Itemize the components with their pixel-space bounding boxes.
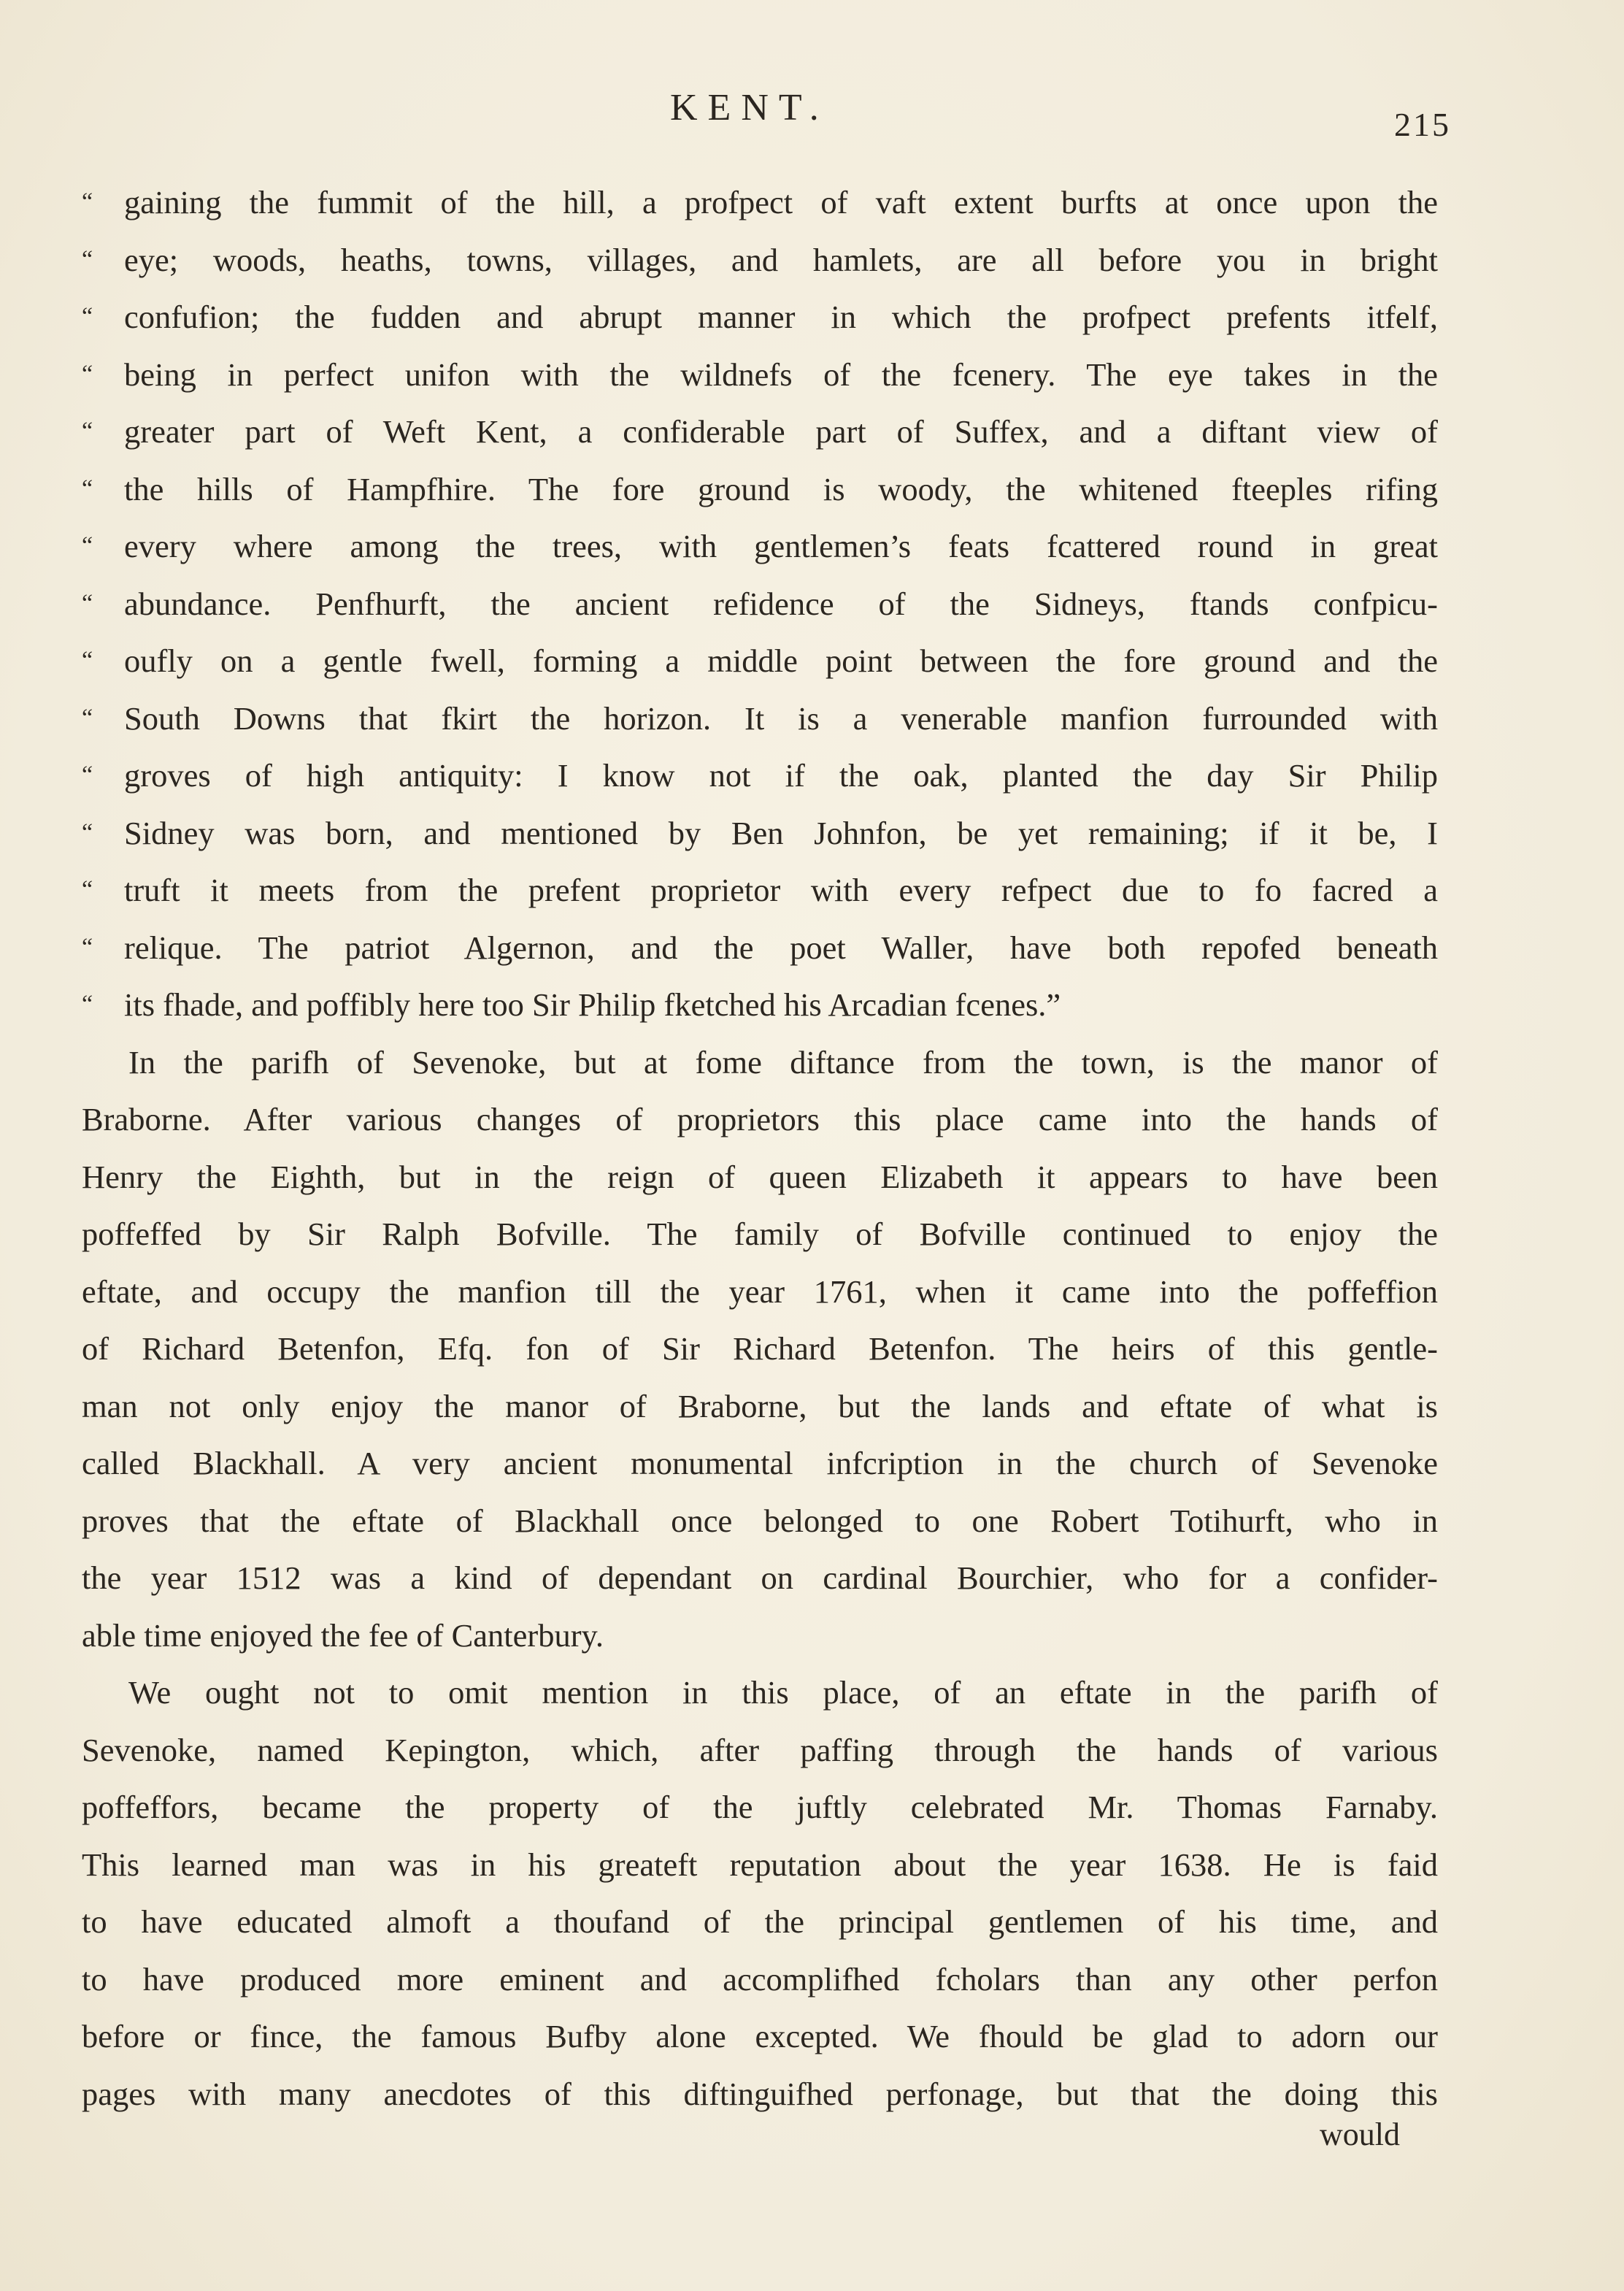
line-text: relique. The patriot Algernon, and the poet Waller, have both repofed beneath: [124, 929, 1438, 966]
line-text: abundance. Penfhurft, the ancient refidence of the Sidneys, ftands confpicu-: [124, 585, 1438, 622]
text-line: [82, 1091, 1438, 1148]
quotation-mark: “: [82, 876, 93, 903]
text-line: [82, 1893, 1438, 1951]
text-line: [82, 747, 1438, 805]
text-line: [82, 2008, 1438, 2065]
line-text: Sidney was born, and mentioned by Ben Johnfon, be yet remaining; if it be, I: [124, 814, 1438, 851]
line-text: being in perfect unifon with the wildnefs of the fcenery. The eye takes in the: [124, 356, 1438, 393]
text-line: [82, 690, 1438, 748]
line-text: We ought not to omit mention in this place, of an eftate in the parifh of: [128, 1674, 1438, 1711]
page-header: [0, 86, 1624, 143]
line-text: In the parifh of Sevenoke, but at fome diftance from the town, is the manor of: [128, 1043, 1438, 1081]
line-text: of Richard Betenfon, Efq. fon of Sir Richard Betenfon. The heirs of this gentle-: [82, 1330, 1438, 1367]
line-text: This learned man was in his greateft reputation about the year 1638. He is faid: [82, 1846, 1438, 1883]
text-line: [82, 1549, 1438, 1607]
quotation-mark: “: [82, 532, 93, 559]
text-line: [82, 346, 1438, 404]
text-line: [82, 632, 1438, 690]
text-line: [82, 288, 1438, 346]
quotation-mark: “: [82, 245, 93, 273]
line-text: oufly on a gentle fwell, forming a middle point between the fore ground and the: [124, 642, 1438, 679]
line-text: able time enjoyed the fee of Canterbury.: [82, 1616, 604, 1654]
line-text: Sevenoke, named Kepington, which, after paffing through the hands of various: [82, 1731, 1438, 1768]
text-line: [82, 2065, 1438, 2123]
line-text: confufion; the fudden and abrupt manner in which the profpect prefents itfelf,: [124, 299, 1438, 335]
text-line: [82, 1664, 1438, 1722]
line-text: its fhade, and poffibly here too Sir Philip fketched his Arcadian fcenes.”: [124, 986, 1061, 1023]
line-text: poffeffed by Sir Ralph Bofville. The family of Bofville continued to enjoy the: [82, 1216, 1438, 1252]
text-line: [82, 575, 1438, 633]
text-line: [82, 174, 1438, 231]
text-line: [82, 231, 1438, 289]
quotation-mark: “: [82, 933, 93, 961]
text-line: [82, 1778, 1438, 1836]
line-text: the hills of Hampfhire. The fore ground is woody, the whitened fteeples rifing: [124, 470, 1438, 507]
line-text: greater part of Weft Kent, a confiderable part of Suffex, and a diftant view of: [124, 413, 1438, 450]
text-line: [82, 1205, 1438, 1263]
quotation-mark: “: [82, 647, 93, 674]
quotation-mark: “: [82, 991, 93, 1018]
quotation-mark: “: [82, 704, 93, 732]
text-line: [82, 861, 1438, 919]
line-text: South Downs that fkirt the horizon. It is a venerable manfion furrounded with: [124, 699, 1438, 737]
text-line: [82, 1836, 1438, 1894]
quotation-mark: “: [82, 761, 93, 788]
line-text: eftate, and occupy the manfion till the year 1761, when it came into the poffeffion: [82, 1273, 1438, 1310]
text-line: [82, 1320, 1438, 1378]
line-text: truft it meets from the prefent proprietor with every refpect due to fo facred a: [124, 872, 1438, 908]
line-text: man not only enjoy the manor of Braborne, but the lands and eftate of what is: [82, 1387, 1438, 1424]
text-line: [82, 805, 1438, 862]
line-text: to have produced more eminent and accomplifhed fcholars than any other perfon: [82, 1960, 1438, 1998]
text-line: [82, 1378, 1438, 1435]
text-line: [82, 1607, 1438, 1665]
text-line: [82, 1435, 1438, 1492]
text-line: [82, 1951, 1438, 2008]
quotation-mark: “: [82, 303, 93, 330]
text-line: [82, 1034, 1438, 1091]
running-title: KENT.: [670, 87, 829, 128]
quotation-mark: “: [82, 818, 93, 846]
text-line: [82, 1492, 1438, 1550]
text-line: [82, 1263, 1438, 1321]
line-text: the year 1512 was a kind of dependant on cardinal Bourchier, who for a confider-: [82, 1559, 1438, 1596]
text-line: [82, 976, 1438, 1034]
line-text: Braborne. After various changes of proprietors this place came into the hands of: [82, 1101, 1438, 1137]
line-text: proves that the eftate of Blackhall once belonged to one Robert Totihurft, who in: [82, 1502, 1438, 1539]
line-text: pages with many anecdotes of this diftinguifhed perfonage, but that the doing this: [82, 2075, 1438, 2112]
body-text: [82, 174, 1438, 2122]
line-text: to have educated almoft a thoufand of the principal gentlemen of his time, and: [82, 1903, 1438, 1940]
line-text: eye; woods, heaths, towns, villages, and hamlets, are all before you in bright: [124, 241, 1438, 278]
text-line: [82, 518, 1438, 575]
text-line: [82, 1148, 1438, 1206]
text-line: [82, 1722, 1438, 1779]
catchword: would: [1320, 2117, 1400, 2152]
line-text: poffeffors, became the property of the juftly celebrated Mr. Thomas Farnaby.: [82, 1789, 1438, 1825]
quotation-mark: “: [82, 188, 93, 215]
quotation-mark: “: [82, 418, 93, 445]
line-text: called Blackhall. A very ancient monumental infcription in the church of Sevenoke: [82, 1445, 1438, 1481]
text-line: [82, 919, 1438, 977]
line-text: gaining the fummit of the hill, a profpect of vaft extent burfts at once upon the: [124, 184, 1438, 220]
quotation-mark: “: [82, 475, 93, 502]
line-text: groves of high antiquity: I know not if the oak, planted the day Sir Philip: [124, 757, 1438, 794]
quotation-mark: “: [82, 360, 93, 388]
line-text: Henry the Eighth, but in the reign of queen Elizabeth it appears to have been: [82, 1158, 1438, 1195]
text-line: [82, 403, 1438, 461]
line-text: before or fince, the famous Bufby alone excepted. We fhould be glad to adorn our: [82, 2018, 1438, 2054]
page-number: 215: [1394, 106, 1451, 143]
quotation-mark: “: [82, 589, 93, 617]
text-line: [82, 461, 1438, 518]
line-text: every where among the trees, with gentlemen’s feats fcattered round in great: [124, 528, 1438, 564]
